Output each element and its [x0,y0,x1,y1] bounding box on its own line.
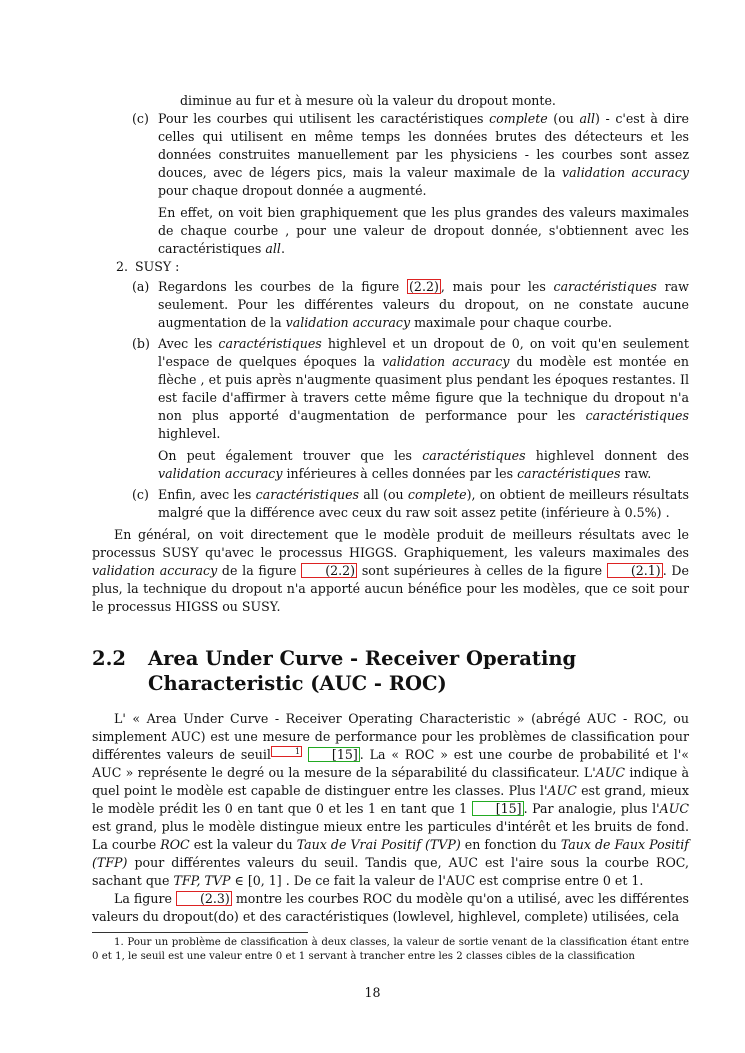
section-title: Area Under Curve - Receiver Operating Characteristic (AUC - ROC) [148,647,577,695]
section-heading [92,646,689,696]
item-label: (c) [132,487,149,502]
figure-ref-link[interactable]: (2.3) [176,891,232,906]
item-label: (a) [132,279,150,294]
footnote: 1. Pour un problème de classification à deux classes, la valeur de sortie venant de la classification étant entre 0 et 1, le seuil est une valeur entre 0 et 1 servant à trancher entre les 2 classes cibles de la classification [92,937,689,963]
citation-link[interactable]: [15] [472,801,524,816]
susy-a-paragraph: Regardons les courbes de la figure (2.2) , mais pour les caractéristiques raw seulement. Pour les différentes valeurs du dropout, on ne constate aucune augmentation de la validation accuracy maximale pour chaque courbe. [158,279,689,330]
footnote-mark-link[interactable]: 1 [271,746,302,757]
susy-heading: SUSY : [135,259,180,274]
susy-item-a [92,278,689,332]
list-continuation: diminue au fur et à mesure où la valeur du dropout monte. [180,93,556,108]
footnote-rule [92,932,308,933]
section-number: 2.2 [92,647,126,670]
higgs-item-c [92,110,689,258]
susy-list-item [92,258,689,276]
susy-b-paragraph: Avec les caractéristiques highlevel et un dropout de 0, on voit qu'en seulement l'espace de quelques époques la validation accuracy du modèle est montée en flèche , et puis après n'augmente quasiment plus pendant les époques restantes. Il est facile d'affirmer à travers cette même figure que la technique du dropout n'a non plus apporté d'augmentation de performance pour les caractéristiques highlevel. [158,336,689,441]
higgs-c-paragraph-2: En effet, on voit bien graphiquement que les plus grandes des valeurs maximales de chaque courbe , pour une valeur de dropout donnée, s'obtiennent avec les caractéristiques all. [158,205,689,256]
item-label: 2. [116,259,129,274]
figure-paragraph: La figure (2.3) montre les courbes ROC du modèle qu'on a utilisé, avec les différentes valeurs du dropout(do) et des caractéristiques (lowlevel, highlevel, complete) utilisées, cela [92,891,689,925]
page-number: 18 [364,985,381,1000]
general-paragraph: En général, on voit directement que le modèle produit de meilleurs résultats avec le processus SUSY qu'avec le processus HIGGS. Graphiquement, les valeurs maximales des validation accuracy de la figure (2.2) sont supérieures à celles de la figure (2.1) . De plus, la technique du dropout n'a apporté aucun bénéfice pour les modèles, que ce soit pour le processus HIGSS ou SUSY. [92,527,689,614]
figure-ref-link[interactable]: (2.2) [301,563,357,578]
figure-ref-link[interactable]: (2.1) [607,563,663,578]
item-label: (b) [132,336,150,351]
citation-link[interactable]: [15] [308,747,360,762]
item-label: (c) [132,111,149,126]
higgs-c-paragraph: Pour les courbes qui utilisent les caractéristiques complete (ou all) - c'est à dire celles qui utilisent en même temps les données brutes des détecteurs et les données construites manuellement par les physiciens - les courbes sont assez douces, avec de légers pics, mais la valeur maximale de la validation accuracy pour chaque dropout donnée a augmenté. [158,111,689,198]
auc-paragraph: L' « Area Under Curve - Receiver Operating Characteristic » (abrégé AUC - ROC, ou simplement AUC) est une mesure de performance pour les problèmes de classification pour différentes valeurs de seuil $^1$ [15] . La « ROC » est une courbe de probabilité et l'« AUC » représente le degré ou la mesure de la séparabilité du classificateur. L'AUC indique à quel point le modèle est capable de distinguer entre les classes. Plus l'AUC est grand, mieux le modèle prédit les 0 en tant que 0 et les 1 en tant que 1 [15] . Par analogie, plus l'AUC est grand, plus le modèle distingue mieux entre les particules d'intérêt et les bruits de fond. La courbe ROC est la valeur du Taux de Vrai Positif (TVP) en fonction du Taux de Faux Positif (TFP) pour différentes valeurs du seuil. Tandis que, AUC est l'aire sous la courbe ROC, sachant que TFP, TVP ∈ [0, 1] . De ce fait la valeur de l'AUC est comprise entre 0 et 1. [92,711,690,889]
susy-b-paragraph-2: On peut également trouver que les caractéristiques highlevel donnent des validation accuracy inférieures à celles données par les caractéristiques raw. [158,448,689,481]
susy-item-b [92,335,689,483]
susy-c-paragraph: Enfin, avec les caractéristiques all (ou complete), on obtient de meilleurs résultats malgré que la différence avec ceux du raw soit assez petite (inférieure à 0.5%) . [158,487,689,520]
page-body [92,92,689,964]
figure-ref-link[interactable]: (2.2) [409,279,439,294]
susy-item-c [92,486,689,522]
